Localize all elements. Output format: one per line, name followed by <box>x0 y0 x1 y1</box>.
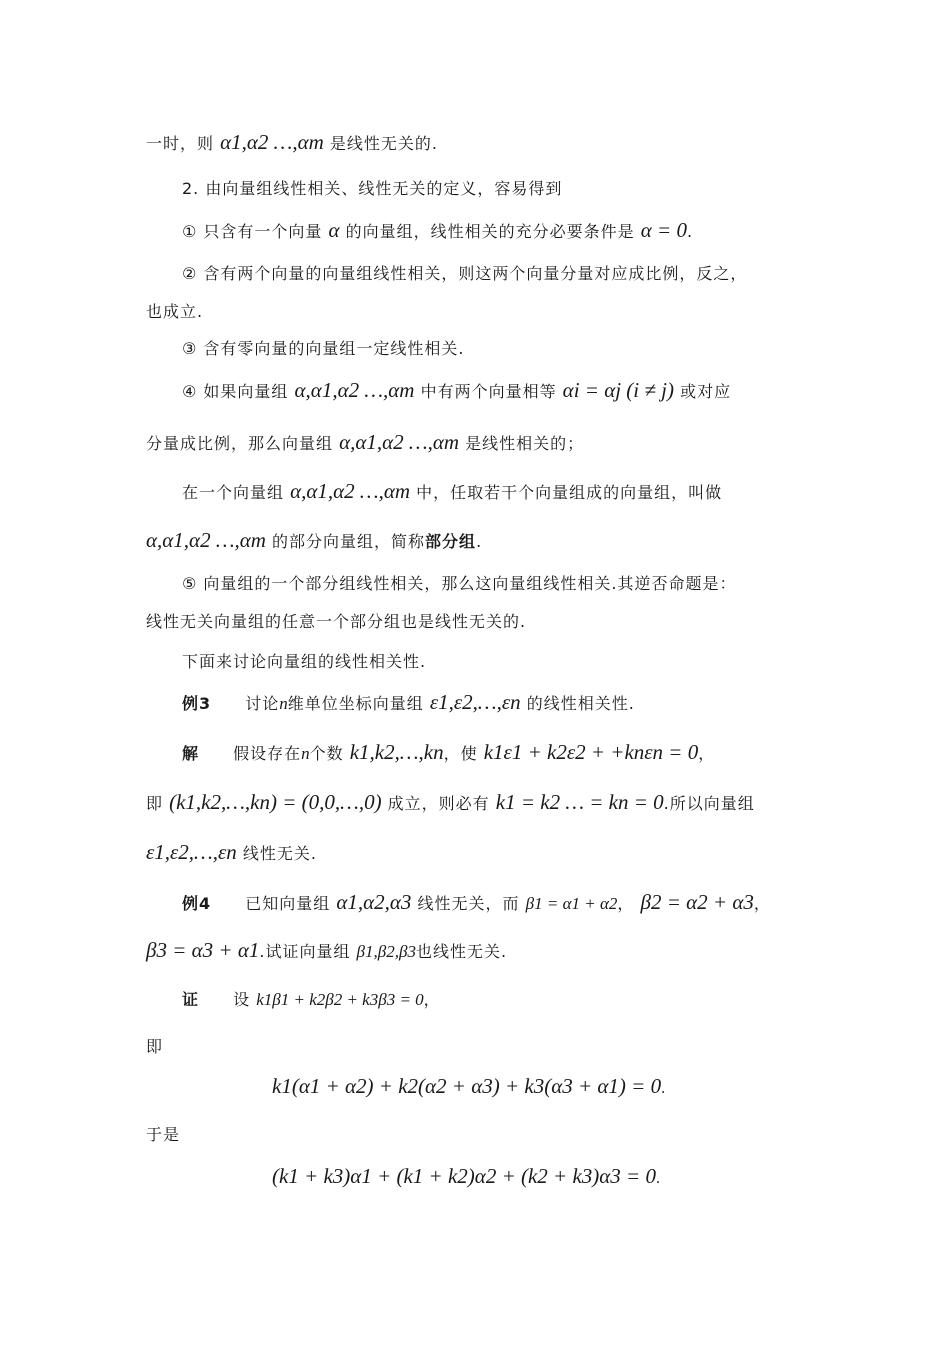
line-13: 下面来讨论向量组的线性相关性. <box>182 652 427 671</box>
proof-line: 证 设 k1β1 + k2β2 + k3β3 = 0， <box>182 990 441 1009</box>
line-10: α,α1,α2 …,αm 的部分向量组，简称部分组. <box>146 528 483 552</box>
solution-line: 解 假设存在n个数 k1,k2,…,kn，使 k1ε1 + k2ε2 + +knεn = 0， <box>182 740 716 764</box>
line-12: 线性无关向量组的任意一个部分组也是线性无关的. <box>146 612 527 631</box>
vector-group-math: α1,α2 …,αm <box>220 130 324 154</box>
display-equation-1: k1(α1 + α2) + k2(α2 + α3) + k3(α3 + α1) = 0. <box>272 1074 666 1098</box>
line-8: 分量成比例，那么向量组 α,α1,α2 …,αm 是线性相关的； <box>146 430 585 454</box>
line-16: 即 (k1,k2,…,kn) = (0,0,…,0) 成立，则必有 k1 = k2 … = kn = 0.所以向量组 <box>146 790 755 814</box>
line-23: 于是 <box>146 1125 181 1144</box>
proof-label: 证 <box>182 990 200 1009</box>
term-partial-group: 部分组 <box>425 532 477 551</box>
line-3: ① 只含有一个向量 α 的向量组，线性相关的充分必要条件是 α = 0. <box>182 218 694 242</box>
solution-label: 解 <box>182 744 200 763</box>
line-11: ⑤ 向量组的一个部分组线性相关，那么这向量组线性相关.其逆否命题是： <box>182 574 737 593</box>
line-5: 也成立. <box>146 302 204 321</box>
line-7: ④ 如果向量组 α,α1,α2 …,αm 中有两个向量相等 αi = αj (i ≠ j) 或对应 <box>182 378 732 402</box>
display-equation-2: (k1 + k3)α1 + (k1 + k2)α2 + (k2 + k3)α3 = 0. <box>272 1164 660 1188</box>
line-1: 一时，则 α1,α2 …,αm 是线性无关的. <box>146 130 438 154</box>
line-21: 即 <box>146 1037 164 1056</box>
line-19: β3 = α3 + α1.试证向量组 β1,β2,β3也线性无关. <box>146 938 508 962</box>
line-17: ε1,ε2,…,εn 线性无关. <box>146 840 317 864</box>
example-4-line: 例4 已知向量组 α1,α2,α3 线性无关，而 β1 = α1 + α2， β2 = α2 + α3， <box>182 890 771 914</box>
line-4: ② 含有两个向量的向量组线性相关，则这两个向量分量对应成比例，反之， <box>182 264 748 283</box>
example-label: 例4 <box>182 894 212 913</box>
example-3-line: 例3 讨论n维单位坐标向量组 ε1,ε2,…,εn 的线性相关性. <box>182 690 635 714</box>
line-2: 2. 由向量组线性相关、线性无关的定义，容易得到 <box>182 179 563 198</box>
example-label: 例3 <box>182 694 212 713</box>
line-6: ③ 含有零向量的向量组一定线性相关. <box>182 339 465 358</box>
line-9: 在一个向量组 α,α1,α2 …,αm 中，任取若干个向量组成的向量组，叫做 <box>182 479 723 503</box>
